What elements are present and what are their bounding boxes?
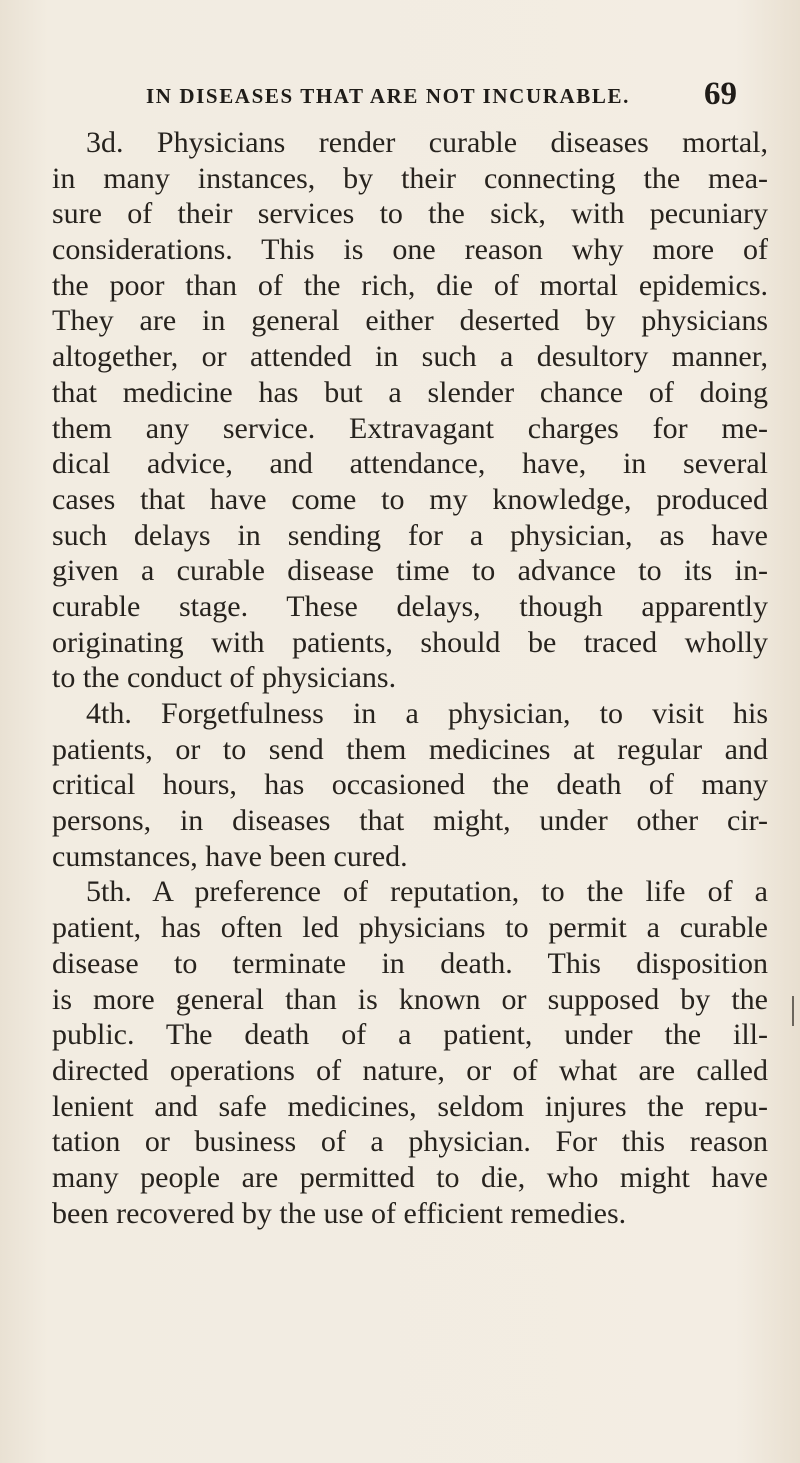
text-line: is more general than is known or supposed by the xyxy=(52,982,768,1016)
text-line: many people are permitted to die, who might have xyxy=(52,1160,768,1194)
paragraph-5th xyxy=(52,874,768,1231)
text-line: them any service. Extravagant charges for me- xyxy=(52,411,768,445)
text-line: patients, or to send them medicines at regular and xyxy=(52,732,768,766)
body-text xyxy=(52,125,768,1231)
text-line: critical hours, has occasioned the death of many xyxy=(52,768,768,802)
text-line: that medicine has but a slender chance of doing xyxy=(52,375,768,409)
paragraph-3d xyxy=(52,125,768,696)
text-line: 3d. Physicians render curable diseases mortal, xyxy=(86,126,768,159)
text-line: disease to terminate in death. This disposition xyxy=(52,946,768,980)
text-line: cumstances, have been cured. xyxy=(52,839,408,873)
margin-mark xyxy=(792,996,794,1026)
running-title: IN DISEASES THAT ARE NOT INCURABLE. xyxy=(146,84,630,108)
text-line: altogether, or attended in such a desultory manner, xyxy=(52,340,768,374)
running-head xyxy=(146,76,786,116)
text-line: considerations. This is one reason why more of xyxy=(52,233,768,267)
text-line: cases that have come to my knowledge, produced xyxy=(52,482,768,516)
text-line: curable stage. These delays, though apparently xyxy=(52,589,768,623)
text-line: such delays in sending for a physician, as have xyxy=(52,518,768,552)
text-line: persons, in diseases that might, under other cir- xyxy=(52,804,768,838)
text-line: dical advice, and attendance, have, in several xyxy=(52,447,768,481)
text-line: in many instances, by their connecting the mea- xyxy=(52,161,768,195)
text-line: public. The death of a patient, under the ill- xyxy=(52,1018,768,1052)
text-line: They are in general either deserted by physicians xyxy=(52,304,768,338)
text-line: 4th. Forgetfulness in a physician, to visit his xyxy=(86,697,768,730)
text-line: originating with patients, should be traced wholly xyxy=(52,625,768,659)
text-line: to the conduct of physicians. xyxy=(52,661,397,695)
text-line: 5th. A preference of reputation, to the life of a xyxy=(86,875,768,909)
text-line: given a curable disease time to advance to its in- xyxy=(52,554,768,588)
text-line: been recovered by the use of efficient remedies. xyxy=(52,1196,627,1230)
page-number: 69 xyxy=(704,76,737,112)
text-line: directed operations of nature, or of what are called xyxy=(52,1053,768,1087)
text-line: tation or business of a physician. For this reason xyxy=(52,1125,768,1159)
paragraph-4th xyxy=(52,696,768,874)
text-line: patient, has often led physicians to permit a curable xyxy=(52,911,768,945)
text-line: the poor than of the rich, die of mortal epidemics. xyxy=(52,268,768,302)
text-line: sure of their services to the sick, with pecuniary xyxy=(52,197,768,231)
text-line: lenient and safe medicines, seldom injures the repu- xyxy=(52,1089,768,1123)
